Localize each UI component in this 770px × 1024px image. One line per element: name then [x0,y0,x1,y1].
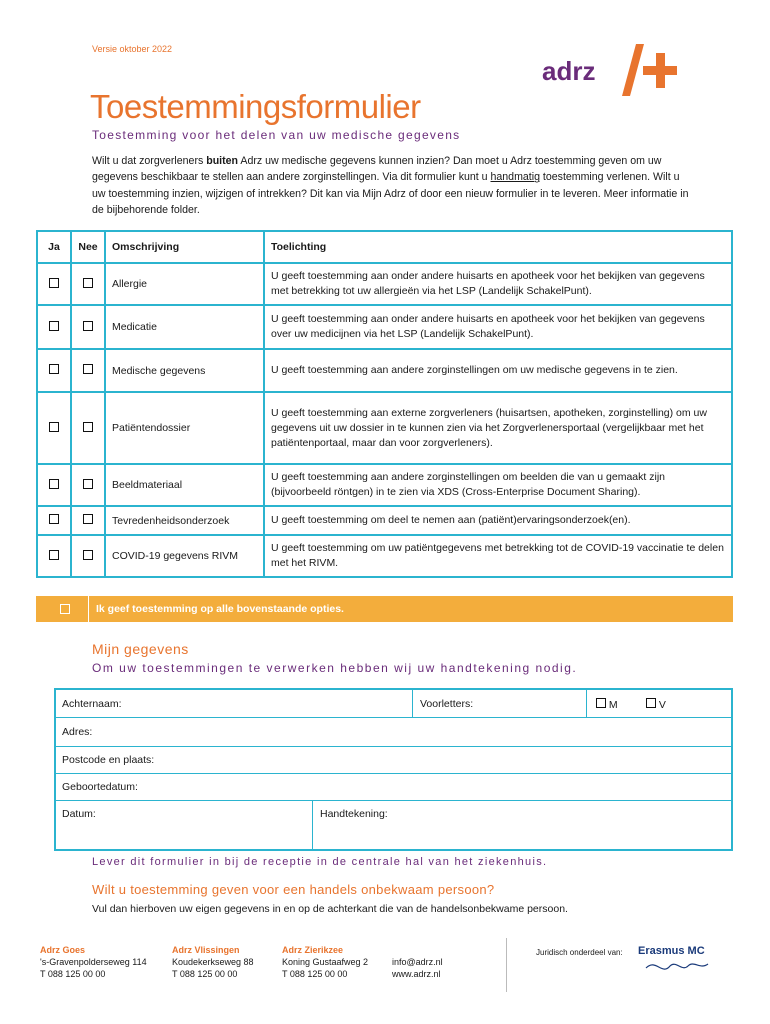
page-title: Toestemmingsformulier [90,88,421,125]
row-explanation: U geeft toestemming aan onder andere huisarts en apotheek voor het bekijken van gegevens met betrekking tot uw allergieën via het LSP (Landelijk SchakelPunt). [264,263,732,305]
footer-contact [392,956,443,980]
juridisch-label: Juridisch onderdeel van: [536,948,623,957]
row-description: Beeldmateriaal [105,464,264,506]
email-link[interactable]: info@adrz.nl [392,957,443,967]
table-row [37,305,732,349]
table-row [37,506,732,535]
submission-instruction: Lever dit formulier in bij de receptie in de centrale hal van het ziekenhuis. [92,856,548,868]
footer-goes: Adrz Goes 's-Gravenpolderseweg 114 T 088 125 00 00 [40,945,147,979]
datum-label: Datum: [62,808,96,820]
row-explanation: U geeft toestemming aan andere zorginstellingen om uw medische gegevens in te zien. [264,349,732,392]
footer [36,936,733,996]
ja-checkbox[interactable] [49,422,59,432]
ja-checkbox[interactable] [49,321,59,331]
table-row [37,263,732,305]
row-description: Medicatie [105,305,264,349]
ja-checkbox[interactable] [49,364,59,374]
header-nee: Nee [71,231,105,263]
nee-checkbox[interactable] [83,321,93,331]
geboortedatum-label: Geboortedatum: [62,781,138,793]
handelsonbekwaam-instruction: Vul dan hierboven uw eigen gegevens in en op de achterkant die van de handelsonbekwame persoon. [92,903,568,915]
erasmus-mc-logo [636,940,726,980]
postcode-field[interactable] [56,747,731,774]
row-description: Medische gegevens [105,349,264,392]
nee-checkbox[interactable] [83,514,93,524]
table-row [37,392,732,464]
nee-checkbox[interactable] [83,550,93,560]
voorletters-label: Voorletters: [420,698,474,710]
section-title-mijn-gegevens: Mijn gegevens [92,641,189,657]
row-description: Tevredenheidsonderzoek [105,506,264,535]
row-description: COVID-19 gegevens RIVM [105,535,264,577]
gender-v-checkbox[interactable] [646,698,656,708]
footer-zierikzee: Adrz Zierikzee Koning Gustaafweg 2 T 088 125 00 00 [282,945,369,979]
table-row [37,349,732,392]
geboortedatum-field[interactable] [56,774,731,801]
adrz-logo [540,42,680,100]
all-consent-bar [36,596,733,622]
nee-checkbox[interactable] [83,479,93,489]
nee-checkbox[interactable] [83,364,93,374]
gender-m-checkbox[interactable] [596,698,606,708]
achternaam-label: Achternaam: [62,698,122,710]
header-toelichting: Toelichting [264,231,732,263]
gender-v-label: V [658,699,666,711]
ja-checkbox[interactable] [49,479,59,489]
row-description: Allergie [105,263,264,305]
ja-checkbox[interactable] [49,550,59,560]
postcode-label: Postcode en plaats: [62,754,155,766]
row-description: Patiëntendossier [105,392,264,464]
svg-text:Erasmus MC: Erasmus MC [638,945,705,957]
ja-checkbox[interactable] [49,278,59,288]
adres-field[interactable] [56,718,731,747]
table-row [37,464,732,506]
row-explanation: U geeft toestemming aan onder andere huisarts en apotheek voor het bekijken van gegevens over uw medicijnen via het LSP (Landelijk SchakelPunt). [264,305,732,349]
table-header-row [37,231,732,263]
svg-text:adrz: adrz [542,56,596,86]
table-row [37,535,732,577]
adres-label: Adres: [62,726,93,738]
row-explanation: U geeft toestemming om deel te nemen aan (patiënt)ervaringsonderzoek(en). [264,506,732,535]
web-link[interactable]: www.adrz.nl [392,969,441,979]
header-omschrijving: Omschrijving [105,231,264,263]
nee-checkbox[interactable] [83,422,93,432]
all-consent-label: Ik geef toestemming op alle bovenstaande opties. [96,603,344,615]
ja-checkbox[interactable] [49,514,59,524]
footer-vlissingen: Adrz Vlissingen Koudekerkseweg 88 T 088 125 00 00 [172,945,254,979]
section-subtitle-mijn-gegevens: Om uw toestemmingen te verwerken hebben wij uw handtekening nodig. [92,661,578,675]
personal-details-form [54,688,733,851]
row-explanation: U geeft toestemming om uw patiëntgegevens met betrekking tot de COVID-19 vaccinatie te delen met het RIVM. [264,535,732,577]
gender-m-label: M [608,699,618,711]
handtekening-label: Handtekening: [320,808,388,820]
row-explanation: U geeft toestemming aan andere zorginstellingen om beelden die van u gemaakt zijn (bijvoorbeeld röntgen) in te zien via XDS (Cross-Enterprise Document Sharing). [264,464,732,506]
intro-paragraph: Wilt u dat zorgverleners buiten Adrz uw medische gegevens kunnen inzien? Dan moet u Adrz toestemming geven om uw gegevens beschikbaar te stellen aan andere zorginstellingen. Via dit formulier kunt u handmatig toestemming verlenen. Wilt u uw toestemming inzien, wijzigen of intrekken? Dit kan via Mijn Adrz of door een nieuw formulier in te leveren. Meer informatie in de bijbehorende folder. [92,155,689,217]
consent-table [36,230,733,578]
section-title-handelsonbekwaam: Wilt u toestemming geven voor een handels onbekwaam persoon? [92,882,495,897]
page-subtitle: Toestemming voor het delen van uw medische gegevens [92,128,461,142]
version-label: Versie oktober 2022 [92,44,173,54]
row-explanation: U geeft toestemming aan externe zorgverleners (huisartsen, apotheken, zorginstelling) om uw gegevens uit uw dossier in te kunnen zien via het Zorgverlenersportaal (vergelijkbaar met het patiëntenportaal, maar dan voor zorgverleners). [264,392,732,464]
header-ja: Ja [37,231,71,263]
nee-checkbox[interactable] [83,278,93,288]
all-consent-checkbox[interactable] [60,604,70,614]
